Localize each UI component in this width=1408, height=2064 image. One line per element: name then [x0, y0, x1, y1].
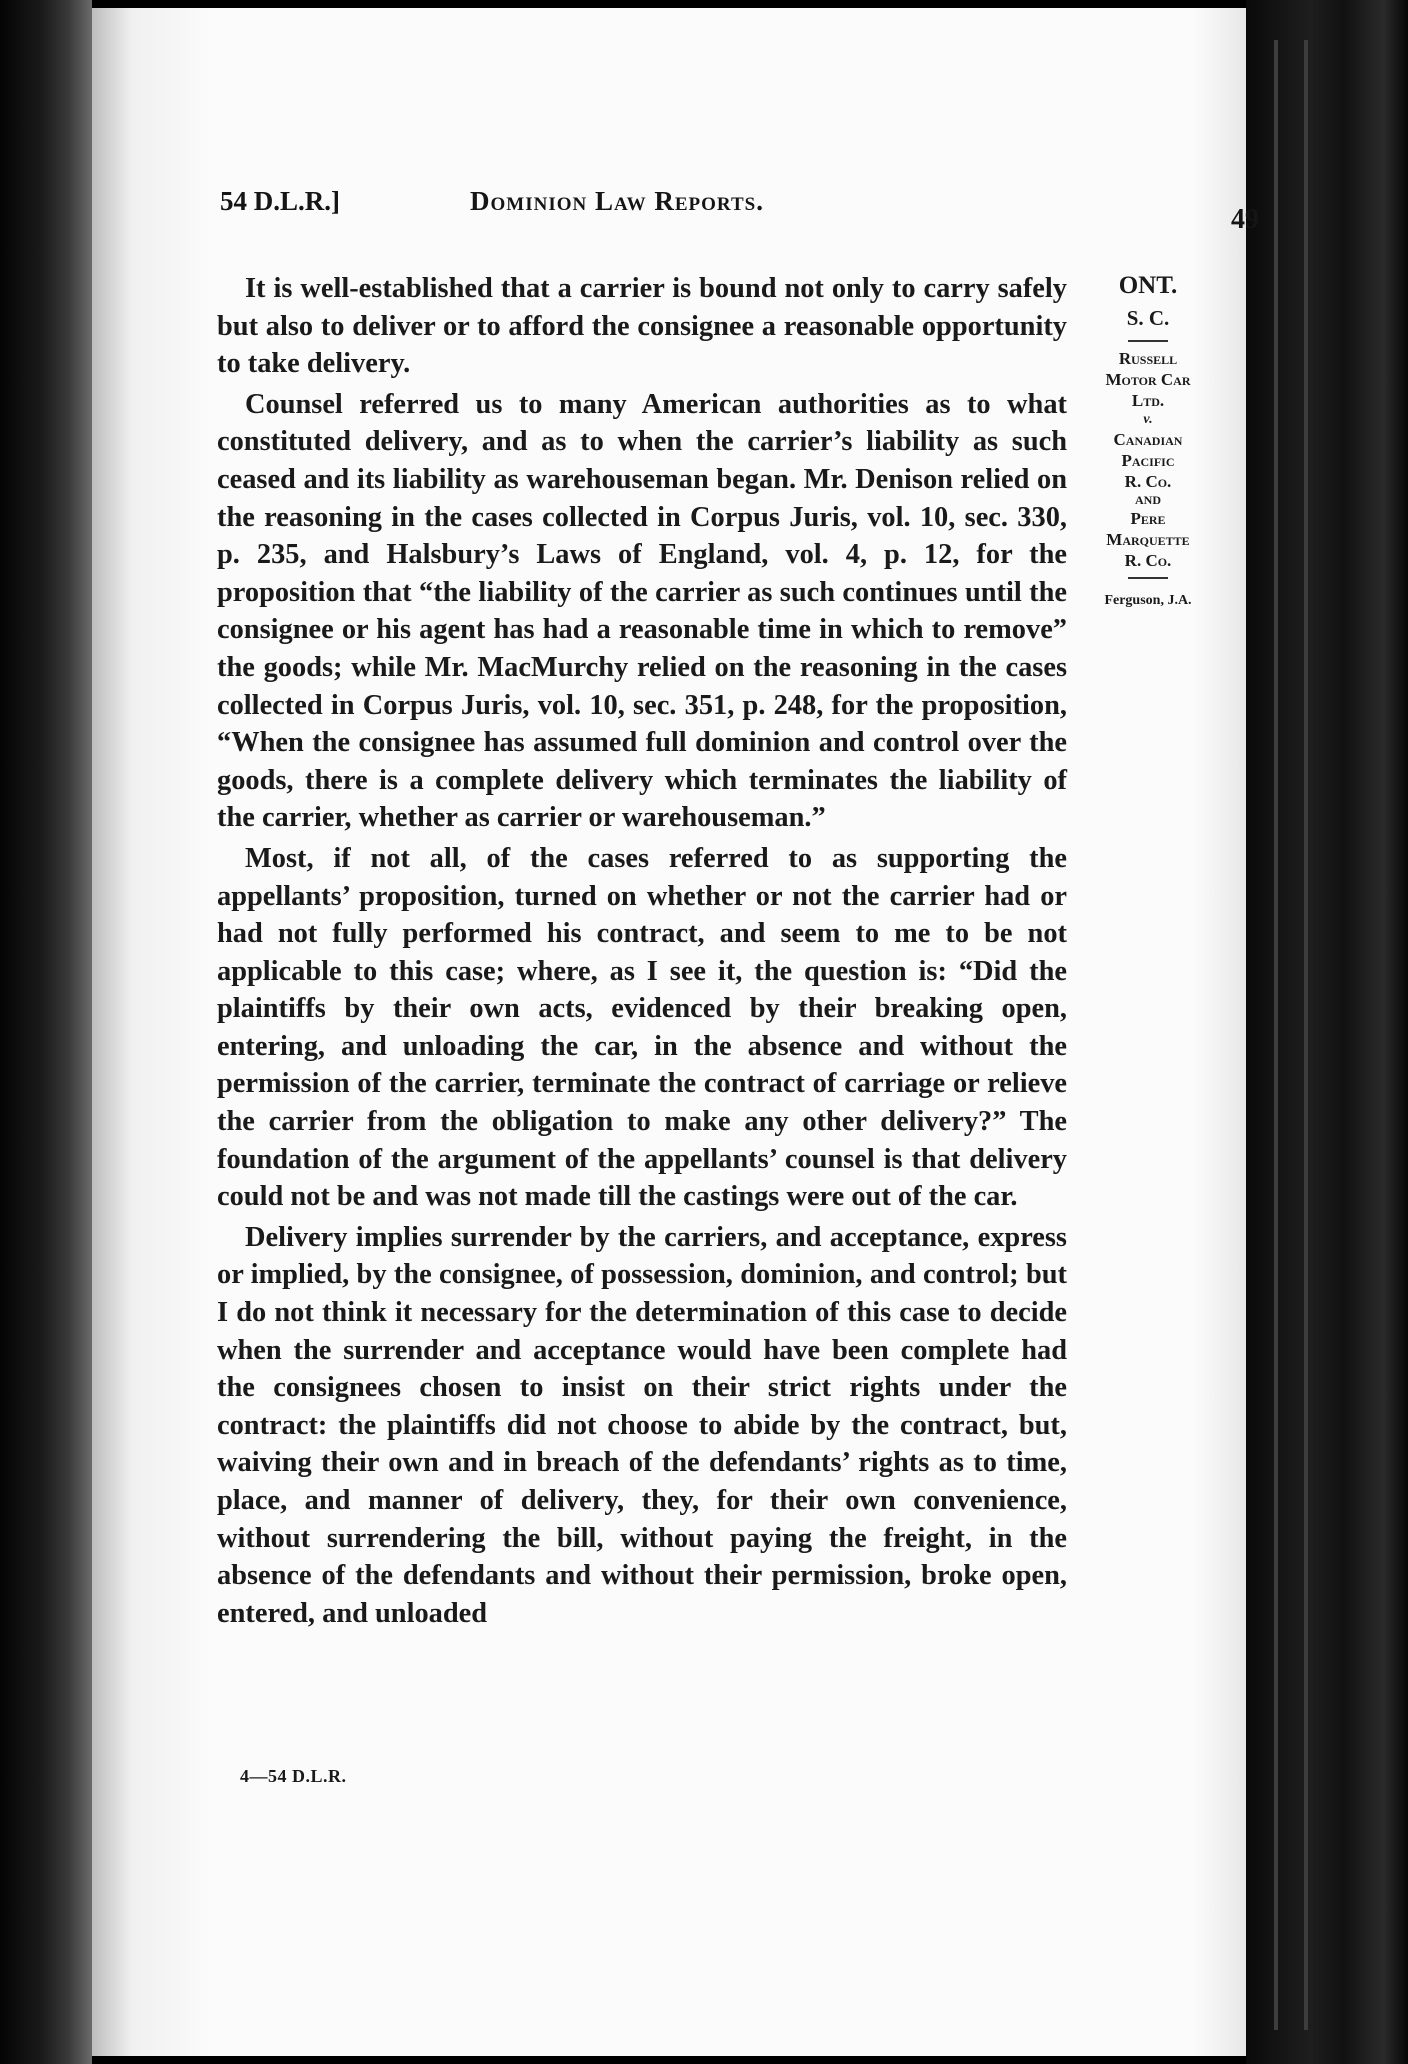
- party-name: Pacific: [1121, 451, 1175, 470]
- book-page: [92, 8, 1259, 2056]
- paragraph: Delivery implies surrender by the carriers, and acceptance, express or implied, by the consignee, of possession, dominion, and control; but I do not think it necessary for the determination of this case to decide when the surrender and acceptance would have been complete had the consignees chosen to insist on their strict rights under the contract: the plaintiffs did not choose to abide by the contract, but, waiving their own and in breach of the defendants’ rights as to time, place, and manner of delivery, they, for their own convenience, without surrendering the bill, without paying the freight, in the absence of the defendants and without their permission, broke open, entered, and unloaded: [217, 1221, 1067, 1629]
- paragraph: Counsel referred us to many American authorities as to what constituted delivery, and as to when the carrier’s liability as such ceased and its liability as warehouseman began. Mr. Denison relied on the reasoning in the cases collected in Corpus Juris, vol. 10, sec. 330, p. 235, and Halsbury’s Laws of England, vol. 4, p. 12, for the proposition that “the liability of the carrier as such continues until the consignee or his agent has had a reasonable time in which to remove” the goods; while Mr. MacMurchy relied on the reasoning in the cases collected in Corpus Juris, vol. 10, sec. 351, p. 248, for the proposition, “When the consignee has assumed full dominion and control over the goods, there is a complete delivery which terminates the liability of the carrier, whether as carrier or warehouseman.”: [217, 388, 1067, 834]
- party-name: Pere: [1130, 509, 1166, 528]
- party-name: Marquette: [1106, 530, 1190, 549]
- book-left-edge: [0, 0, 92, 2064]
- versus-label: v.: [1143, 412, 1153, 427]
- party-name: R. Co.: [1124, 551, 1172, 570]
- party-name: Russell: [1118, 349, 1178, 368]
- party-name: Ltd.: [1131, 391, 1165, 410]
- main-text: [217, 270, 1067, 1635]
- party-name: R. Co.: [1124, 472, 1172, 491]
- case-margin-note: [1077, 270, 1219, 609]
- and-label: AND: [1135, 493, 1161, 507]
- signature-mark: 4—54 D.L.R.: [240, 1766, 347, 1786]
- page-number: 49: [1231, 204, 1259, 235]
- spine-line: [1304, 40, 1308, 2030]
- publication-title: Dominion Law Reports.: [470, 186, 764, 216]
- paragraph: Most, if not all, of the cases referred to as supporting the appellants’ proposition, turned on whether or not the carrier had or had not fully performed his contract, and seem to me to be not applicable to this case; where, as I see it, the question is: “Did the plaintiffs by their own acts, evidenced by their breaking open, entering, and unloading the car, in the absence and without the permission of the carrier, terminate the contract of carriage or relieve the carrier from the obligation to make any other delivery?” The foundation of the argument of the appellants’ counsel is that delivery could not be and was not made till the castings were out of the car.: [217, 842, 1067, 1213]
- judge-name: Ferguson, J.A.: [1104, 593, 1192, 608]
- running-header: [220, 186, 1259, 235]
- party-name: Canadian: [1113, 430, 1183, 449]
- divider: [1128, 340, 1168, 342]
- paragraph: It is well-established that a carrier is bound not only to carry safely but also to deliver or to afford the consignee a reasonable opportunity to take delivery.: [217, 273, 1067, 380]
- book-right-edge: [1246, 0, 1408, 2064]
- party-name: Motor Car: [1105, 370, 1191, 389]
- volume-reference: 54 D.L.R.]: [220, 186, 340, 216]
- divider: [1128, 577, 1168, 579]
- division-label: S. C.: [1126, 306, 1170, 330]
- spine-line: [1274, 40, 1278, 2030]
- court-label: ONT.: [1118, 272, 1178, 299]
